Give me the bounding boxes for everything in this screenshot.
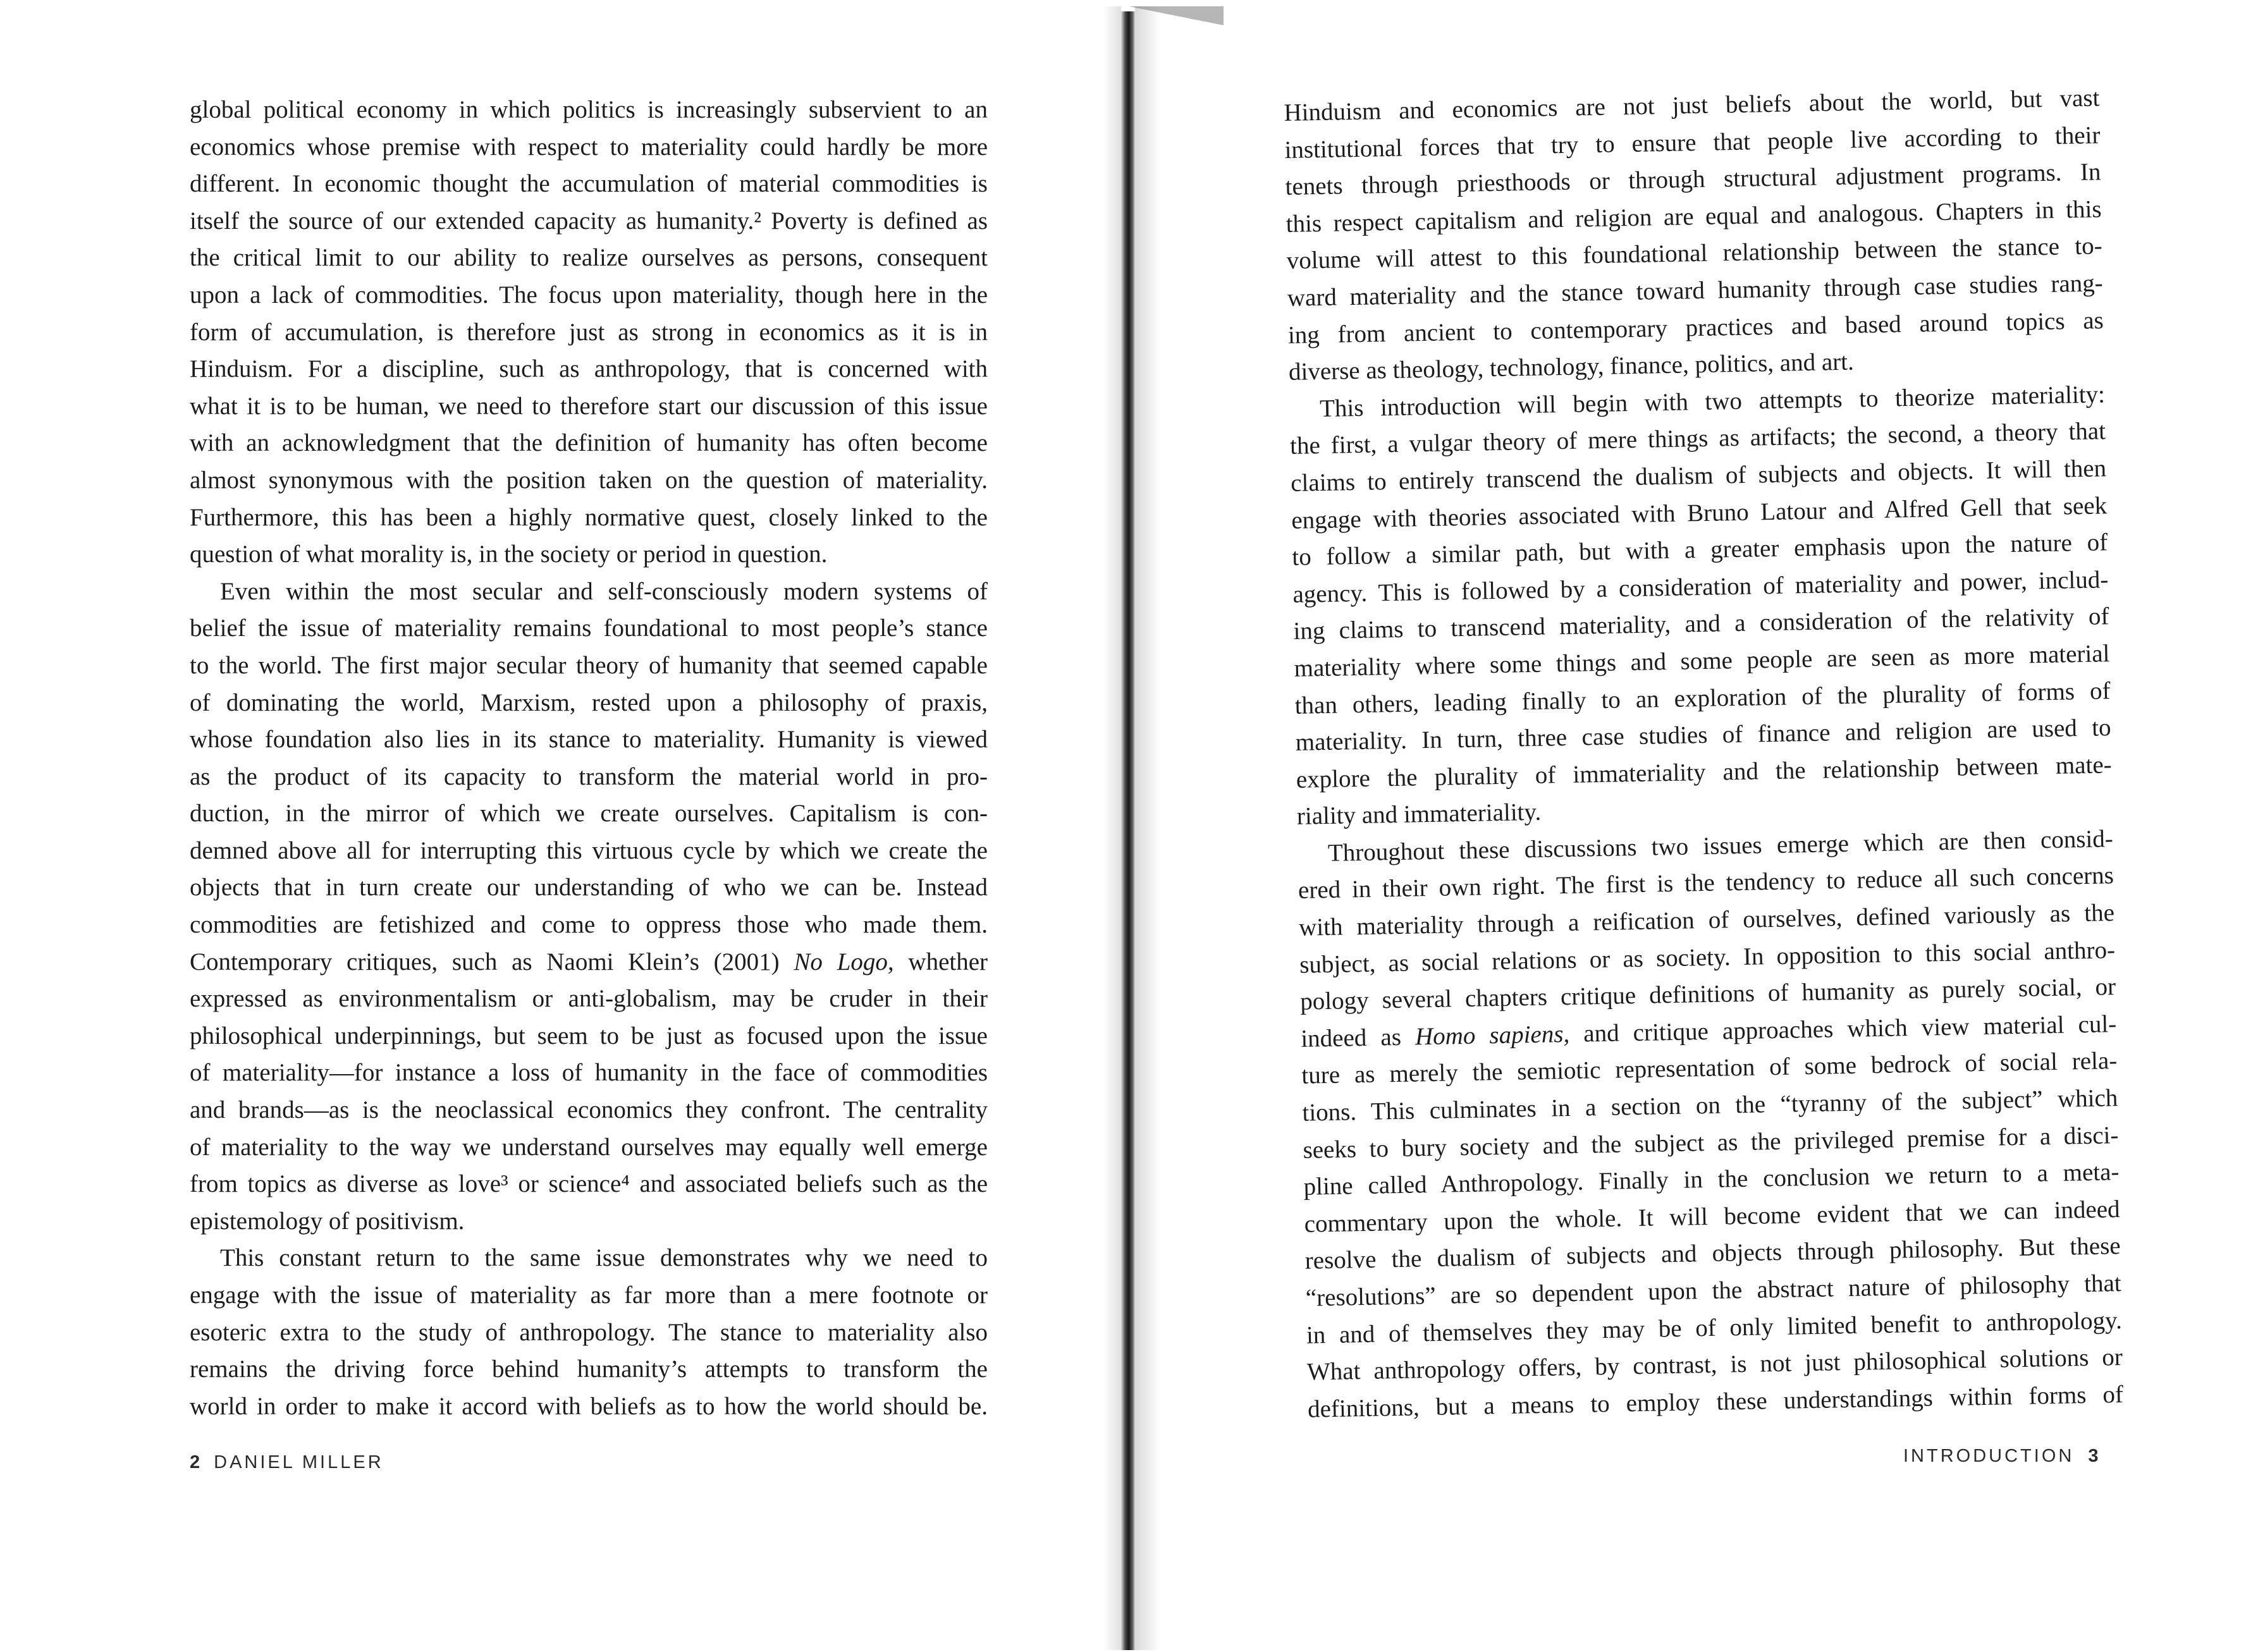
text-line: pline called Anthropology. Finally in the conclusion we return to a meta- xyxy=(1303,1158,2120,1201)
italic-term: Homo sapiens, xyxy=(1414,1020,1570,1051)
page-number: 2 xyxy=(190,1452,200,1472)
text-line: ered in their own right. The first is the tendency to reduce all such concerns xyxy=(1298,862,2114,905)
text-line: ture as merely the semiotic representation of some bedrock of social rela- xyxy=(1301,1047,2118,1090)
page-number: 3 xyxy=(2088,1446,2099,1466)
text-line: the first, a vulgar theory of mere things as artifacts; the second, a theory that xyxy=(1289,417,2106,460)
text-line: “resolutions” are so dependent upon the abstract nature of philosophy that xyxy=(1305,1270,2122,1312)
text-fragment: and critique approaches which view material cul- xyxy=(1569,1010,2117,1048)
text-line: materiality where some things and some people are seen as more material xyxy=(1294,640,2110,682)
left-page-footer xyxy=(190,1452,384,1473)
text-line: philosophical underpinnings, but seem to be just as focused upon the issue xyxy=(190,1022,988,1049)
text-line: with materiality through a reification of ourselves, defined variously as the xyxy=(1298,899,2115,941)
text-line: of materiality to the way we understand ourselves may equally well emerge xyxy=(190,1133,988,1161)
text-line: belief the issue of materiality remains foundational to most people’s stance xyxy=(190,615,988,642)
text-line: with an acknowledgment that the definition of humanity has often become xyxy=(190,429,988,457)
right-page-footer xyxy=(1903,1446,2098,1467)
text-line: Furthermore, this has been a highly normative quest, closely linked to the xyxy=(190,503,988,531)
text-line: ward materiality and the stance toward humanity through case studies rang- xyxy=(1287,269,2104,312)
text-line: Hinduism. For a discipline, such as anthropology, that is concerned with xyxy=(190,355,988,383)
running-head-author: DANIEL MILLER xyxy=(214,1452,384,1472)
text-line: objects that in turn create our understanding of who we can be. Instead xyxy=(190,874,988,902)
text-line: commentary upon the whole. It will become evident that we can indeed xyxy=(1304,1195,2120,1238)
text-line: ing claims to transcend materiality, and a consideration of the relativity of xyxy=(1293,603,2109,646)
book-spine xyxy=(1121,11,1135,1650)
text-line: this respect capitalism and religion are equal and analogous. Chapters in this xyxy=(1285,195,2102,238)
text-line-with-italic-title xyxy=(190,944,988,981)
text-line: pology several chapters critique definitions of humanity as purely social, or xyxy=(1299,973,2116,1016)
text-line: global political economy in which politics is increasingly subservient to an xyxy=(190,96,988,123)
text-line: seeks to bury society and the subject as the privileged premise for a disci- xyxy=(1303,1121,2119,1164)
text-line: subject, as social relations or as society. In opposition to this social anthro- xyxy=(1299,936,2116,979)
paragraph-start-line: This introduction will begin with two attempts to theorize materiality: xyxy=(1319,381,2106,422)
text-line: world in order to make it accord with beliefs as to how the world should be. xyxy=(190,1392,988,1420)
text-line: definitions, but a means to employ these understandings within forms of xyxy=(1307,1380,2124,1423)
text-line: ing from ancient to contemporary practices and based around topics as xyxy=(1287,306,2104,349)
left-page-body xyxy=(190,92,988,1425)
text-line: What anthropology offers, by contrast, is not just philosophical solutions or xyxy=(1306,1343,2123,1386)
italic-book-title: No Logo, xyxy=(794,948,894,976)
paragraph-start-line: Even within the most secular and self-consciously modern systems of xyxy=(220,577,988,605)
text-line: tenets through priesthoods or through structural adjustment programs. In xyxy=(1285,158,2101,201)
text-line: as the product of its capacity to transform the material world in pro- xyxy=(190,762,988,790)
text-line: volume will attest to this foundational relationship between the stance to- xyxy=(1286,232,2102,275)
text-line: and brands—as is the neoclassical economics they confront. The centrality xyxy=(190,1096,988,1124)
text-line: of materiality—for instance a loss of humanity in the face of commodities xyxy=(190,1059,988,1087)
text-line: duction, in the mirror of which we create ourselves. Capitalism is con- xyxy=(190,800,988,828)
paragraph-start-line: This constant return to the same issue demonstrates why we need to xyxy=(220,1244,988,1272)
text-line: institutional forces that try to ensure that people live according to their xyxy=(1284,121,2101,164)
text-line: Hinduism and economics are not just beliefs about the world, but vast xyxy=(1284,84,2100,126)
text-line: of dominating the world, Marxism, rested upon a philosophy of praxis, xyxy=(190,688,988,716)
text-line: than others, leading finally to an exploration of the plurality of forms of xyxy=(1294,676,2111,719)
text-line: engage with theories associated with Bruno Latour and Alfred Gell that seek xyxy=(1291,491,2108,534)
text-line: riality and immateriality. xyxy=(1296,798,1542,831)
text-line: claims to entirely transcend the dualism of subjects and objects. It will then xyxy=(1290,455,2107,497)
text-line: in and of themselves they may be of only limited benefit to anthropology. xyxy=(1306,1306,2123,1349)
text-line: what it is to be human, we need to therefore start our discussion of this issue xyxy=(190,392,988,420)
text-line: form of accumulation, is therefore just as strong in economics as it is in xyxy=(190,318,988,346)
text-line: agency. This is followed by a consideration of materiality and power, includ- xyxy=(1292,565,2109,608)
text-line: the critical limit to our ability to realize ourselves as persons, consequent xyxy=(190,244,988,272)
text-line: esoteric extra to the study of anthropology. The stance to materiality also xyxy=(190,1318,988,1346)
text-line: diverse as theology, technology, finance, politics, and art. xyxy=(1288,348,1855,386)
text-line: remains the driving force behind humanity’s attempts to transform the xyxy=(190,1355,988,1383)
text-line: question of what morality is, in the society or period in question. xyxy=(190,541,828,568)
text-fragment: whether xyxy=(893,948,988,976)
text-line: itself the source of our extended capacity as humanity.² Poverty is defined as xyxy=(190,207,988,235)
text-line: whose foundation also lies in its stance to materiality. Humanity is viewed xyxy=(190,726,988,754)
text-line: tions. This culminates in a section on the “tyranny of the subject” which xyxy=(1302,1084,2118,1127)
text-line: to follow a similar path, but with a greater emphasis upon the nature of xyxy=(1292,529,2108,571)
right-page-text xyxy=(1284,80,2123,1428)
text-line: engage with the issue of materiality as far more than a mere footnote or xyxy=(190,1282,988,1309)
text-line: commodities are fetishized and come to oppress those who made them. xyxy=(190,911,988,939)
text-line: epistemology of positivism. xyxy=(190,1207,465,1235)
text-fragment: Contemporary critiques, such as Naomi Klein’s (2001) xyxy=(190,948,780,976)
text-line: expressed as environmentalism or anti-globalism, may be cruder in their xyxy=(190,985,988,1013)
text-line: different. In economic thought the accumulation of material commodities is xyxy=(190,170,988,198)
text-line: materiality. In turn, three case studies of finance and religion are used to xyxy=(1295,714,2111,756)
text-line: upon a lack of commodities. The focus upon materiality, though here in the xyxy=(190,281,988,309)
running-head-title: INTRODUCTION xyxy=(1903,1446,2075,1466)
paragraph-start-line: Throughout these discussions two issues emerge which are then consid- xyxy=(1327,825,2114,867)
text-fragment: indeed as xyxy=(1300,1023,1402,1053)
text-line: almost synonymous with the position taken on the question of materiality. xyxy=(190,466,988,494)
text-line: to the world. The first major secular theory of humanity that seemed capable xyxy=(190,651,988,679)
text-line: from topics as diverse as love³ or science⁴ and associated beliefs such as the xyxy=(190,1170,988,1198)
left-page xyxy=(0,0,1113,1652)
text-line: economics whose premise with respect to materiality could hardly be more xyxy=(190,133,988,161)
text-line: resolve the dualism of subjects and objects through philosophy. But these xyxy=(1304,1232,2121,1275)
text-line: demned above all for interrupting this virtuous cycle by which we create the xyxy=(190,836,988,864)
text-line: explore the plurality of immateriality and the relationship between mate- xyxy=(1296,750,2113,793)
